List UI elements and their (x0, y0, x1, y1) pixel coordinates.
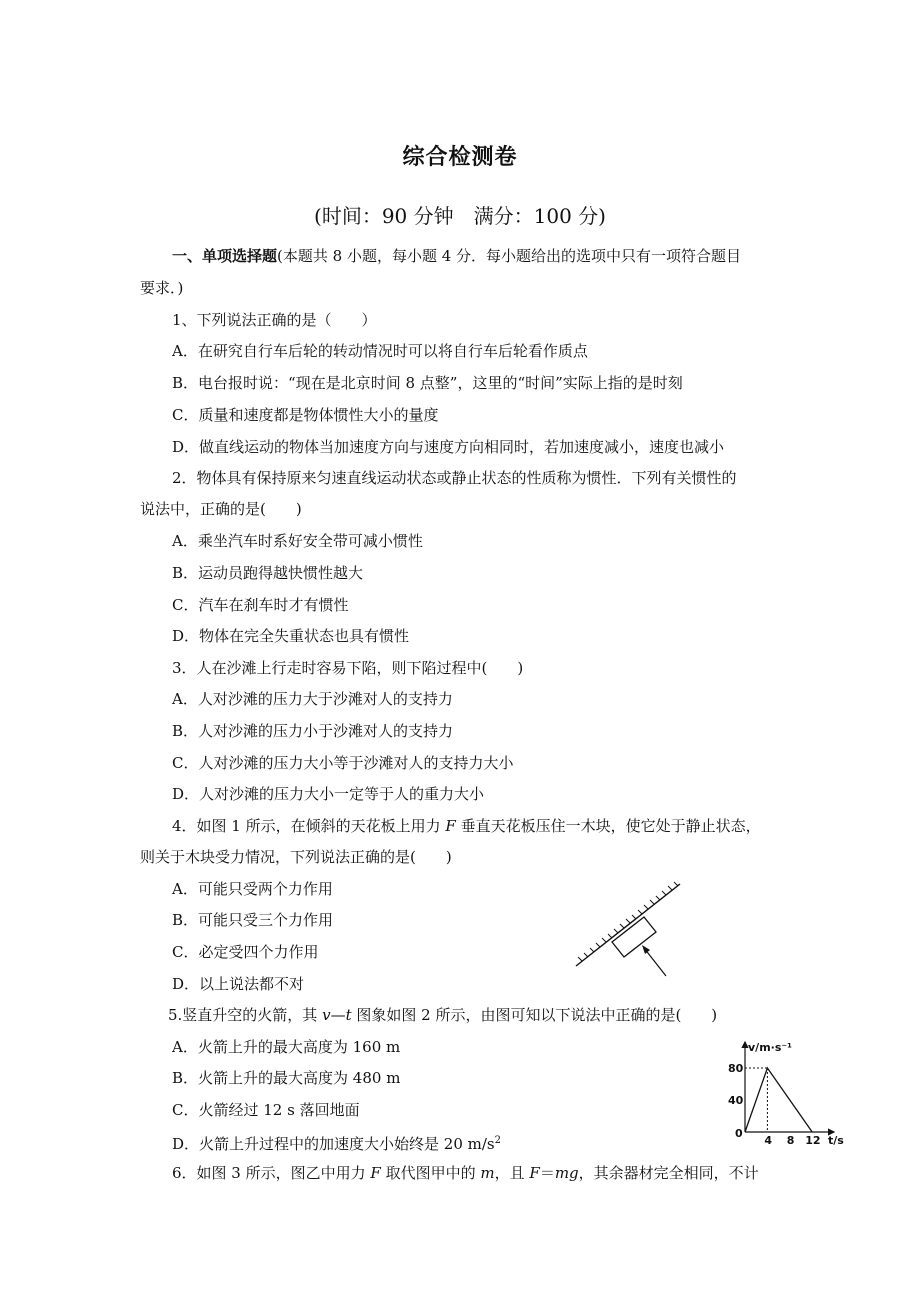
stem-text: 垂直天花板压住一木块，使它处于静止状态， (455, 817, 761, 835)
question-option: B．火箭上升的最大高度为 480 m (172, 1069, 401, 1087)
question-option: D．人对沙滩的压力大小一定等于人的重力大小 (172, 785, 485, 803)
question-stem (168, 1005, 717, 1025)
option-text: D．火箭上升过程中的加速度大小始终是 20 m/s (172, 1135, 495, 1153)
x-tick-label: 4 (764, 1134, 773, 1147)
question-stem: 2．物体具有保持原来匀速直线运动状态或静止状态的性质称为惯性．下列有关惯性的 (172, 469, 737, 487)
page-title: 综合检测卷 (402, 144, 518, 170)
question-option: C．人对沙滩的压力大小等于沙滩对人的支持力大小 (172, 754, 514, 772)
var-f: F (529, 1164, 540, 1182)
question-option: B．可能只受三个力作用 (172, 911, 334, 929)
stem-text: 图象如图 2 所示，由图可知以下说法中正确的是( ) (351, 1006, 718, 1024)
var-m: m (480, 1164, 495, 1182)
x-tick-label: 8 (786, 1134, 795, 1147)
stem-text: 4．如图 1 所示，在倾斜的天花板上用力 (172, 817, 446, 835)
exam-info: (时间：90 分钟 满分：100 分) (314, 204, 606, 228)
x-axis-label: t/s (828, 1134, 844, 1147)
question-stem-cont: 则关于木块受力情况，下列说法正确的是( ) (140, 848, 452, 866)
section-desc: (本题共 8 小题，每小题 4 分．每小题给出的选项中只有一项符合题目 (277, 247, 742, 265)
question-option: A．在研究自行车后轮的转动情况时可以将自行车后轮看作质点 (172, 342, 588, 360)
x-tick-label: 12 (805, 1134, 821, 1147)
origin-label: 0 (735, 1127, 743, 1140)
figure-1-incline-diagram (572, 880, 684, 980)
question-option: D．物体在完全失重状态也具有惯性 (172, 627, 410, 645)
stem-text: ，且 (494, 1164, 530, 1182)
question-stem (172, 816, 761, 836)
var-mg: mg (554, 1164, 579, 1182)
question-option: A．火箭上升的最大高度为 160 m (172, 1038, 401, 1056)
y-tick-label: 40 (728, 1094, 744, 1107)
var-f: F (370, 1164, 381, 1182)
question-option: B．运动员跑得越快惯性越大 (172, 564, 364, 582)
question-stem: 3．人在沙滩上行走时容易下陷，则下陷过程中( ) (172, 659, 524, 677)
section-title: 一、单项选择题 (172, 247, 278, 265)
figure-2-vt-chart (728, 1036, 848, 1154)
question-stem-cont: 说法中，正确的是( ) (140, 500, 302, 518)
stem-text: ＝ (539, 1164, 555, 1182)
var-vt: v—t (322, 1006, 352, 1024)
section-desc-cont: 要求．) (140, 279, 184, 297)
var-f: F (445, 817, 456, 835)
stem-text: 5.竖直升空的火箭，其 (168, 1006, 323, 1024)
y-tick-label: 80 (728, 1062, 744, 1075)
question-option: B．电台报时说：“现在是北京时间 8 点整”，这里的“时间”实际上指的是时刻 (172, 374, 683, 392)
question-option: C．汽车在刹车时才有惯性 (172, 596, 349, 614)
y-axis-label: v/m·s⁻¹ (748, 1041, 792, 1054)
wooden-block (612, 917, 656, 957)
velocity-series-line (745, 1068, 812, 1132)
question-option: C．质量和速度都是物体惯性大小的量度 (172, 406, 439, 424)
question-option: D．做直线运动的物体当加速度方向与速度方向相同时，若加速度减小，速度也减小 (172, 438, 725, 456)
question-option: C．必定受四个力作用 (172, 943, 319, 961)
question-option: C．火箭经过 12 s 落回地面 (172, 1101, 360, 1119)
question-stem: 1、下列说法正确的是（ ） (172, 311, 377, 329)
stem-text: ，其余器材完全相同，不计 (578, 1164, 759, 1182)
superscript: 2 (494, 1135, 502, 1146)
force-arrowhead (642, 945, 650, 954)
question-stem (172, 1163, 759, 1183)
question-option: B．人对沙滩的压力小于沙滩对人的支持力 (172, 722, 454, 740)
question-option (172, 1131, 501, 1154)
question-option: A．可能只受两个力作用 (172, 880, 333, 898)
question-option: D．以上说法都不对 (172, 975, 305, 993)
section-heading (172, 246, 741, 266)
question-option: A．人对沙滩的压力大于沙滩对人的支持力 (172, 690, 453, 708)
force-arrow (644, 948, 666, 976)
stem-text: 取代图甲中的 (380, 1164, 481, 1182)
stem-text: 6．如图 3 所示，图乙中用力 (172, 1164, 371, 1182)
question-option: A．乘坐汽车时系好安全带可减小惯性 (172, 532, 423, 550)
